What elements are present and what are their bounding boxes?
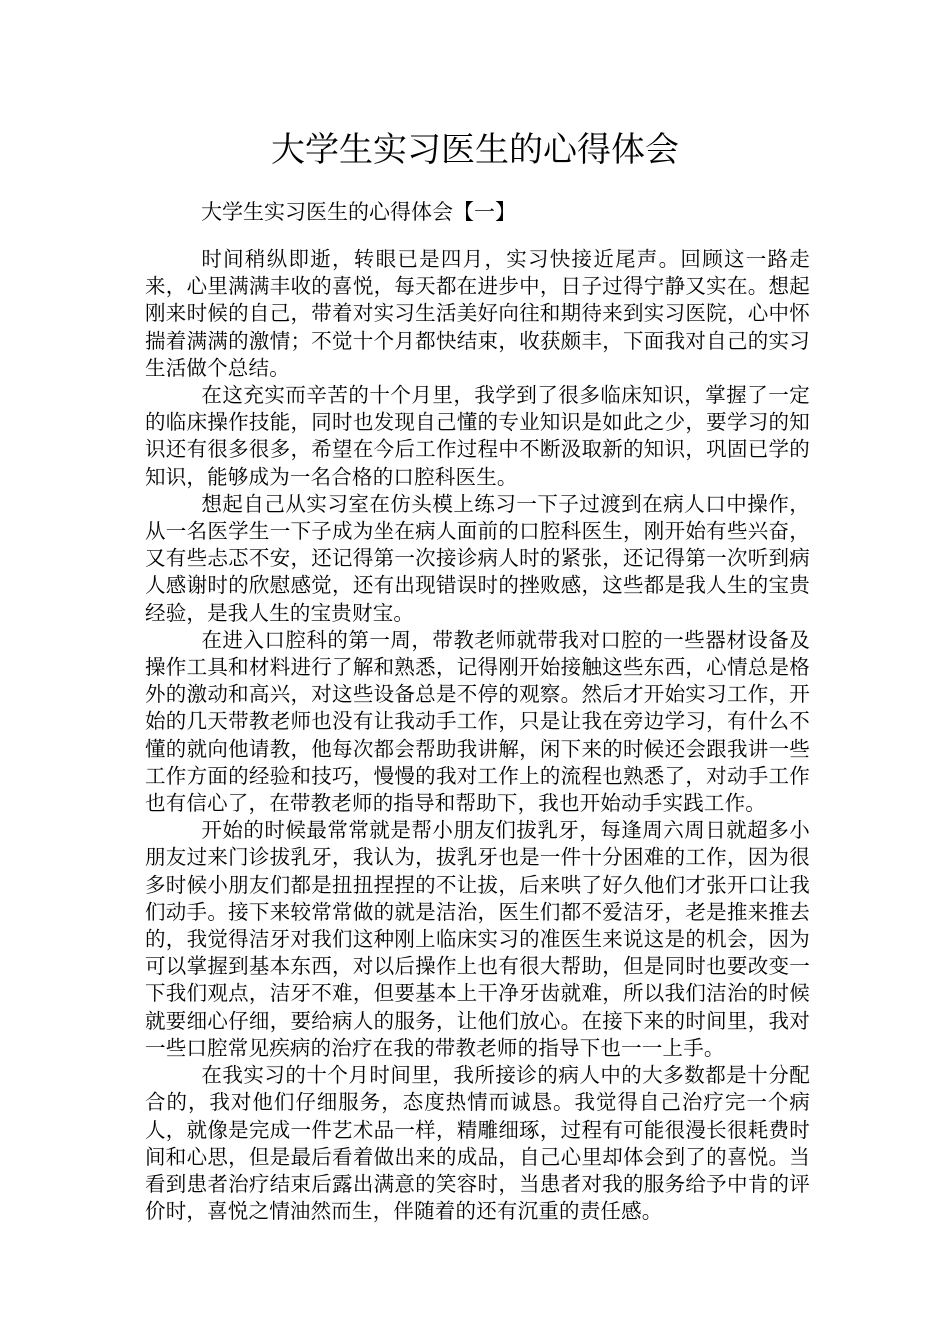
section-heading: 大学生实习医生的心得体会【一】 <box>201 200 516 224</box>
paragraph-1: 时间稍纵即逝，转眼已是四月，实习快接近尾声。回顾这一路走来，心里满满丰收的喜悦，每天都在进步中，日子过得宁静又实在。想起刚来时候的自己，带着对实习生活美好向往和期待来到实习医院，心中怀揣着满满的激情；不觉十个月都快结束，收获颇丰，下面我对自己的实习生活做个总结。 <box>145 247 810 380</box>
paragraph-2: 在这充实而辛苦的十个月里，我学到了很多临床知识，掌握了一定的临床操作技能，同时也发现自己懂的专业知识是如此之少，要学习的知识还有很多很多，希望在今后工作过程中不断汲取新的知识，巩固已学的知识，能够成为一名合格的口腔科医生。 <box>145 383 810 489</box>
paragraph-5: 开始的时候最常常就是帮小朋友们拔乳牙，每逢周六周日就超多小朋友过来门诊拔乳牙，我认为，拔乳牙也是一件十分困难的工作，因为很多时候小朋友们都是扭扭捏捏的不让拔，后来哄了好久他们才张开口让我们动手。接下来较常常做的就是洁治，医生们都不爱洁牙，老是推来推去的，我觉得洁牙对我们这种刚上临床实习的准医生来说这是的机会，因为可以掌握到基本东西，对以后操作上也有很大帮助，但是同时也要改变一下我们观点，洁牙不难，但要基本上干净牙齿就难，所以我们洁治的时候就要细心仔细，要给病人的服务，让他们放心。在接下来的时间里，我对一些口腔常见疾病的治疗在我的带教老师的指导下也一一上手。 <box>145 818 810 1060</box>
paragraph-4: 在进入口腔科的第一周，带教老师就带我对口腔的一些器材设备及操作工具和材料进行了解和熟悉，记得刚开始接触这些东西，心情总是格外的激动和高兴，对这些设备总是不停的观察。然后才开始实习工作，开始的几天带教老师也没有让我动手工作，只是让我在旁边学习，有什么不懂的就向他请教，他每次都会帮助我讲解，闲下来的时候还会跟我讲一些工作方面的经验和技巧，慢慢的我对工作上的流程也熟悉了，对动手工作也有信心了，在带教老师的指导和帮助下，我也开始动手实践工作。 <box>145 627 810 816</box>
document-title: 大学生实习医生的心得体会 <box>271 130 679 170</box>
paragraph-6: 在我实习的十个月时间里，我所接诊的病人中的大多数都是十分配合的，我对他们仔细服务，态度热情而诚恳。我觉得自己治疗完一个病人，就像是完成一件艺术品一样，精雕细琢，过程有可能很漫长很耗费时间和心思，但是最后看着做出来的成品，自己心里却体会到了的喜悦。当看到患者治疗结束后露出满意的笑容时，当患者对我的服务给予中肯的评价时，喜悦之情油然而生，伴随着的还有沉重的责任感。 <box>145 1063 810 1224</box>
document-body <box>145 246 810 1225</box>
paragraph-3: 想起自己从实习室在仿头模上练习一下子过渡到在病人口中操作，从一名医学生一下子成为坐在病人面前的口腔科医生，刚开始有些兴奋，又有些忐忑不安，还记得第一次接诊病人时的紧张，还记得第一次听到病人感谢时的欣慰感觉，还有出现错误时的挫败感，这些都是我人生的宝贵经验，是我人生的宝贵财宝。 <box>145 491 810 625</box>
